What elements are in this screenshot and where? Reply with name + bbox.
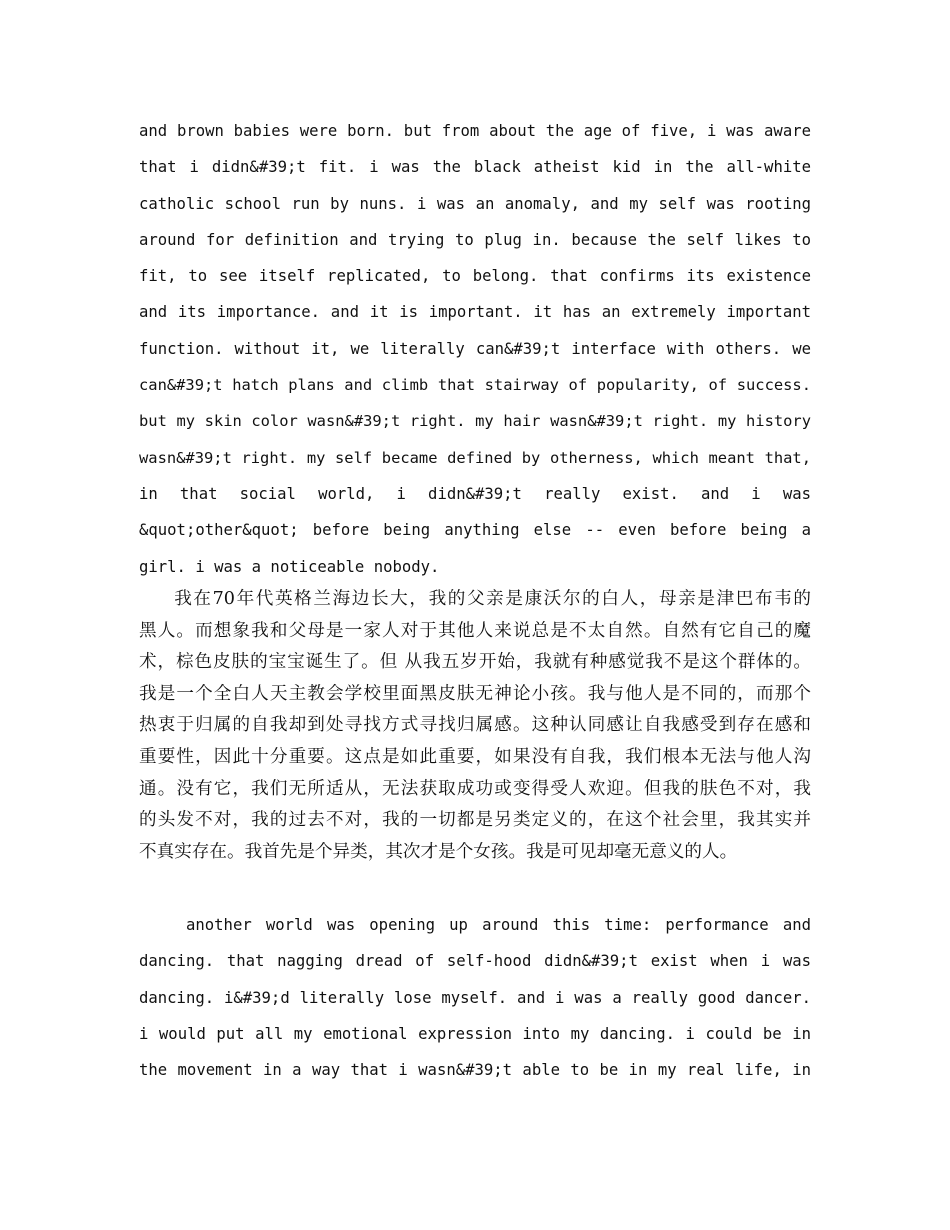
text-line: the movement in a way that i wasn&#39;t able to be in my real life, in <box>139 1061 811 1080</box>
text-line: 我是一个全白人天主教会学校里面黑皮肤无神论小孩。我与他人是不同的，而那个 <box>139 683 811 704</box>
text-line: can&#39;t hatch plans and climb that stairway of popularity, of success. <box>139 376 811 395</box>
chinese-paragraph-1 <box>139 584 811 868</box>
text-line: dancing. that nagging dread of self-hood didn&#39;t exist when i was <box>139 952 811 971</box>
text-line: but my skin color wasn&#39;t right. my hair wasn&#39;t right. my history <box>139 412 811 431</box>
text-line: function. without it, we literally can&#39;t interface with others. we <box>139 339 811 358</box>
text-line: 的头发不对，我的过去不对，我的一切都是另类定义的，在这个社会里，我其实并 <box>139 810 811 831</box>
text-line: 不真实存在。我首先是个异类，其次才是个女孩。我是可见却毫无意义的人。 <box>139 841 738 862</box>
text-line: i would put all my emotional expression into my dancing. i could be in <box>139 1024 811 1043</box>
english-paragraph-1 <box>139 113 811 585</box>
text-line: another world was opening up around this time: performance and <box>186 916 811 934</box>
english-paragraph-2 <box>139 907 811 1088</box>
text-line: girl. i was a noticeable nobody. <box>139 557 440 576</box>
text-line: and its importance. and it is important. it has an extremely important <box>139 303 811 322</box>
text-line: 黑人。而想象我和父母是一家人对于其他人来说总是不太自然。自然有它自己的魔 <box>139 620 811 641</box>
text-line: 热衷于归属的自我却到处寻找方式寻找归属感。这种认同感让自我感受到存在感和 <box>139 715 811 736</box>
text-line: fit, to see itself replicated, to belong. that confirms its existence <box>139 267 811 286</box>
text-line: catholic school run by nuns. i was an anomaly, and my self was rooting <box>139 194 811 213</box>
text-line: 术，棕色皮肤的宝宝诞生了。但 从我五岁开始，我就有种感觉我不是这个群体的。 <box>139 652 811 673</box>
text-line: that i didn&#39;t fit. i was the black atheist kid in the all-white <box>139 158 811 177</box>
text-line: 通。没有它，我们无所适从，无法获取成功或变得受人欢迎。但我的肤色不对，我 <box>139 778 811 799</box>
text-line: around for definition and trying to plug in. because the self likes to <box>139 230 811 249</box>
text-line: 重要性，因此十分重要。这点是如此重要，如果没有自我，我们根本无法与他人沟 <box>139 746 811 767</box>
text-line: dancing. i&#39;d literally lose myself. and i was a really good dancer. <box>139 988 811 1007</box>
text-line: in that social world, i didn&#39;t really exist. and i was <box>139 484 811 503</box>
text-line: wasn&#39;t right. my self became defined by otherness, which meant that, <box>139 448 811 467</box>
text-line: and brown babies were born. but from about the age of five, i was aware <box>139 122 811 140</box>
text-line: 我在70年代英格兰海边长大，我的父亲是康沃尔的白人，母亲是津巴布韦的 <box>174 589 811 609</box>
text-line: &quot;other&quot; before being anything else -- even before being a <box>139 521 811 540</box>
